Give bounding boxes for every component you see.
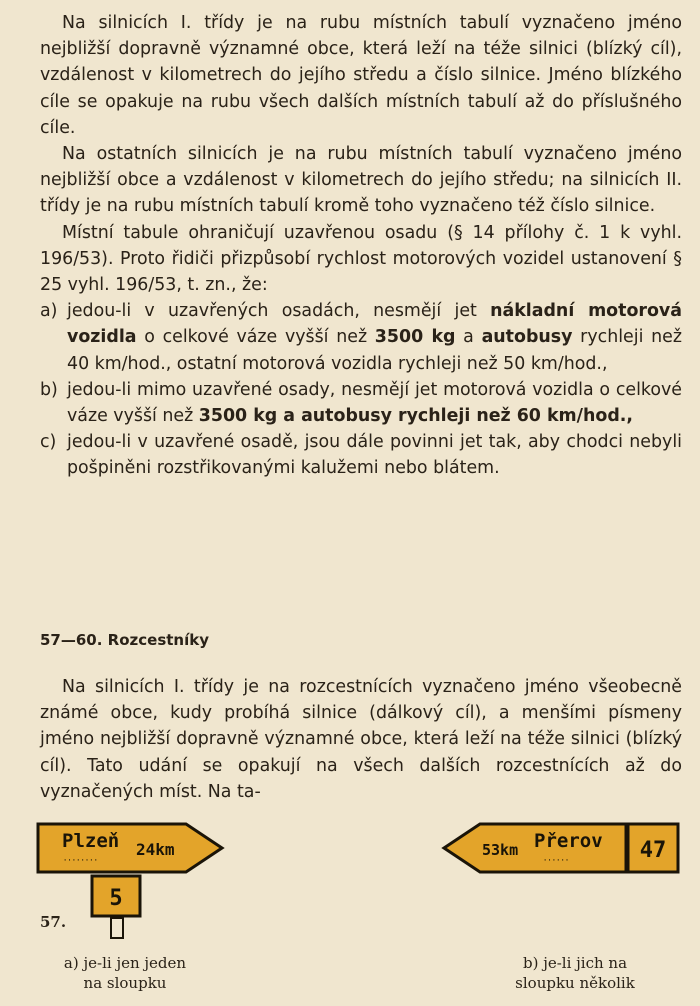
paragraph-other-roads: Na ostatních silnicích je na rubu místních tabulí vyznačeno jméno nejbližší obce a vzdálenost v kilometrech do jejího středu; na silnicích II. třídy je na rubu místních tabulí kromě toho vyznačeno též číslo silnice. xyxy=(40,144,682,217)
sign-distance: 53km xyxy=(482,841,519,859)
signpost-multiple-figure xyxy=(440,822,682,878)
road-number: 5 xyxy=(109,886,123,911)
road-number: 47 xyxy=(639,838,667,863)
list-item: b) jedou-li mimo uzavřené osady, nesmějí jet motorová vozidla o celkové váze vyšší než 3500 kg a autobusy rychleji než 60 km/hod., xyxy=(40,377,682,429)
section-heading: 57—60. Rozcestníky xyxy=(40,631,209,649)
caption-a: a) je-li jen jeden na sloupku xyxy=(63,954,187,992)
list-marker: a) xyxy=(40,301,58,322)
paragraph-intro: Na silnicích I. třídy je na rubu místních tabulí vyznačeno jméno nejbližší dopravně významné obce, která leží na téže silnici (blízký cíl), vzdálenost v kilometrech do jejího středu a číslo silnice. Jméno blízkého cíle se opakuje na rubu všech dalších místních tabulí až do příslušného cíle. xyxy=(40,13,682,138)
speed-rules-list xyxy=(40,298,682,481)
body-text-top xyxy=(40,10,682,482)
body-text-section xyxy=(40,674,682,805)
sign-post xyxy=(111,918,123,938)
list-marker: c) xyxy=(40,432,57,453)
sign-subtitle: · · · · · · xyxy=(544,857,569,864)
list-item: a) jedou-li v uzavřených osadách, nesmějí jet nákladní motorová vozidla o celkové váze vyšší než 3500 kg a autobusy rychleji než 40 km/hod., ostatní motorová vozidla rychleji než 50 km/hod., xyxy=(40,298,682,377)
figure-number: 57. xyxy=(40,913,67,931)
sign-subtitle: · · · · · · · · xyxy=(64,857,97,864)
list-item: c) jedou-li v uzavřené osadě, jsou dále povinni jet tak, aby chodci nebyli pošpiněni rozstřikovanými kalužemi nebo blátem. xyxy=(40,429,682,481)
sign-city: Plzeň xyxy=(62,830,120,852)
list-marker: b) xyxy=(40,379,58,400)
paragraph-signposts: Na silnicích I. třídy je na rozcestnících vyznačeno jméno všeobecně známé obce, kudy probíhá silnice (dálkový cíl), a menšími písmeny jméno nejbližší dopravně významné obce, která leží na téže silnici (blízký cíl). Tato udání se opakují na všech dalších rozcestnících až do vyznačených míst. Na ta- xyxy=(40,677,682,802)
sign-city: Přerov xyxy=(534,830,603,852)
sign-distance: 24km xyxy=(136,840,175,859)
caption-b: b) je-li jich na sloupku několik xyxy=(515,954,635,992)
paragraph-speed-rule: Místní tabule ohraničují uzavřenou osadu (§ 14 přílohy č. 1 k vyhl. 196/53). Proto řidiči přizpůsobí rychlost motorových vozidel ustanovení § 25 vyhl. 196/53, t. zn., že: xyxy=(40,222,682,296)
